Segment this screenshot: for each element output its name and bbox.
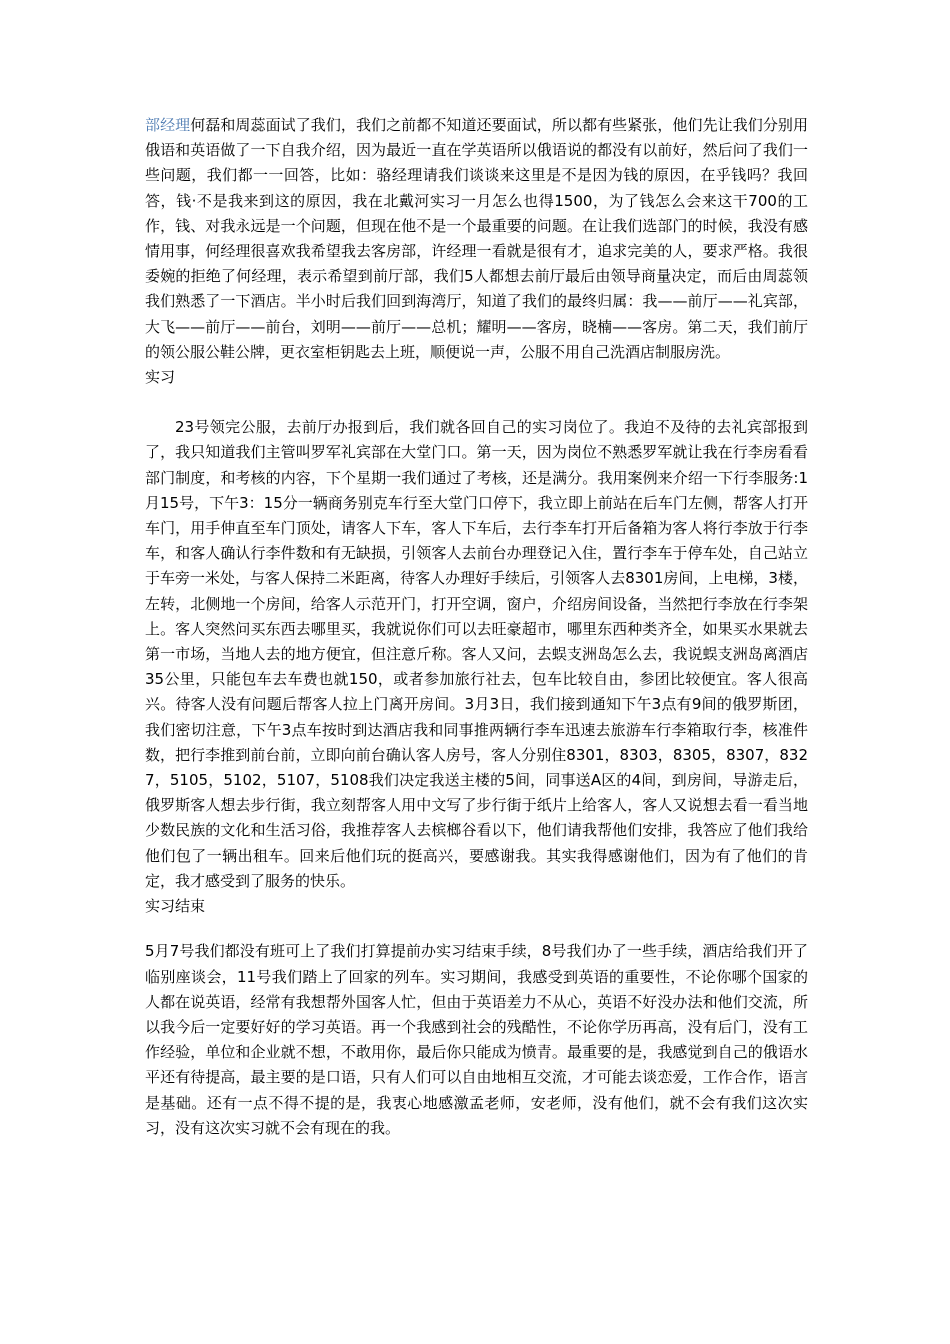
spacer: [145, 390, 808, 415]
paragraph-interview: [145, 113, 808, 365]
section-heading-internship: 实习: [145, 368, 176, 387]
highlighted-text: 部经理: [145, 116, 191, 134]
section-heading-internship-end: 实习结束: [145, 897, 206, 916]
document-page: [145, 113, 808, 1141]
spacer: [145, 919, 808, 939]
paragraph-internship: 23号领完公服，去前厅办报到后，我们就各回自己的实习岗位了。我迫不及待的去礼宾部报到了，我只知道我们主管叫罗军礼宾部在大堂门口。第一天，因为岗位不熟悉罗军就让我在行李房看看部门制度，和考核的内容，下个星期一我们通过了考核，还是满分。我用案例来介绍一下行李服务:1月15号，下午3：15分一辆商务别克车行至大堂门口停下，我立即上前站在后车门左侧，帮客人打开车门，用手伸直至车门顶处，请客人下车，客人下车后，去行李车打开后备箱为客人将行李放于行李车，和客人确认行李件数和有无缺损，引领客人去前台办理登记入住，置行李车于停车处，自己站立于车旁一米处，与客人保持二米距离，待客人办理好手续后，引领客人去8301房间，上电梯，3楼，左转，北侧地一个房间，给客人示范开门，打开空调，窗户，介绍房间设备，当然把行李放在行李架上。客人突然问买东西去哪里买，我就说你们可以去旺豪超市，哪里东西种类齐全，如果买水果就去第一市场，当地人去的地方便宜，但注意斤称。客人又问，去蜈支洲岛怎么去，我说蜈支洲岛离酒店35公里，只能包车去车费也就150，或者参加旅行社去，包车比较自由，参团比较便宜。客人很高兴。待客人没有问题后帮客人拉上门离开房间。3月3日，我们接到通知下午3点有9间的俄罗斯团，我们密切注意，下午3点车按时到达酒店我和同事推两辆行李车迅速去旅游车行李箱取行李，核准件数，把行李推到前台前，立即向前台确认客人房号，客人分别住8301，8303，8305，8307，8327，5105，5102，5107，5108我们决定我送主楼的5间，同事送A区的4间，到房间，导游走后，俄罗斯客人想去步行街，我立刻帮客人用中文写了步行街于纸片上给客人，客人又说想去看一看当地少数民族的文化和生活习俗，我推荐客人去槟榔谷看以下，他们请我帮他们安排，我答应了他们我给他们包了一辆出租车。回来后他们玩的挺高兴，要感谢我。其实我得感谢他们，因为有了他们的肯定，我才感受到了服务的快乐。: [145, 418, 808, 890]
paragraph-conclusion: 5月7号我们都没有班可上了我们打算提前办实习结束手续，8号我们办了一些手续，酒店给我们开了临别座谈会，11号我们踏上了回家的列车。实习期间，我感受到英语的重要性，不论你哪个国家的人都在说英语，经常有我想帮外国客人忙，但由于英语差力不从心，英语不好没办法和他们交流，所以我今后一定要好好的学习英语。再一个我感到社会的残酷性，不论你学历再高，没有后门，没有工作经验，单位和企业就不想，不敢用你，最后你只能成为愤青。最重要的是，我感觉到自己的俄语水平还有待提高，最主要的是口语，只有人们可以自由地相互交流，才可能去谈恋爱，工作合作，语言是基础。还有一点不得不提的是，我衷心地感激孟老师，安老师，没有他们，就不会有我们这次实习，没有这次实习就不会有现在的我。: [145, 942, 808, 1137]
paragraph-interview-text: 何磊和周蕊面试了我们，我们之前都不知道还要面试，所以都有些紧张，他们先让我们分别用俄语和英语做了一下自我介绍，因为最近一直在学英语所以俄语说的都没有以前好，然后问了我们一些问题，我们都一一回答，比如：骆经理请我们谈谈来这里是不是因为钱的原因，在乎钱吗？我回答，钱·不是我来到这的原因，我在北戴河实习一月怎么也得1500，为了钱怎么会来这干700的工作，钱、对我永远是一个问题，但现在他不是一个最重要的问题。在让我们选部门的时候，我没有感情用事，何经理很喜欢我希望我去客房部，许经理一看就是很有才，追求完美的人，要求严格。我很委婉的拒绝了何经理，表示希望到前厅部，我们5人都想去前厅最后由领导商量决定，而后由周蕊领我们熟悉了一下酒店。半小时后我们回到海湾厅，知道了我们的最终归属：我——前厅——礼宾部，大飞——前厅——前台，刘明——前厅——总机；耀明——客房，晓楠——客房。第二天，我们前厅的领公服公鞋公牌，更衣室柜钥匙去上班，顺便说一声，公服不用自己洗酒店制服房洗。: [145, 116, 808, 361]
